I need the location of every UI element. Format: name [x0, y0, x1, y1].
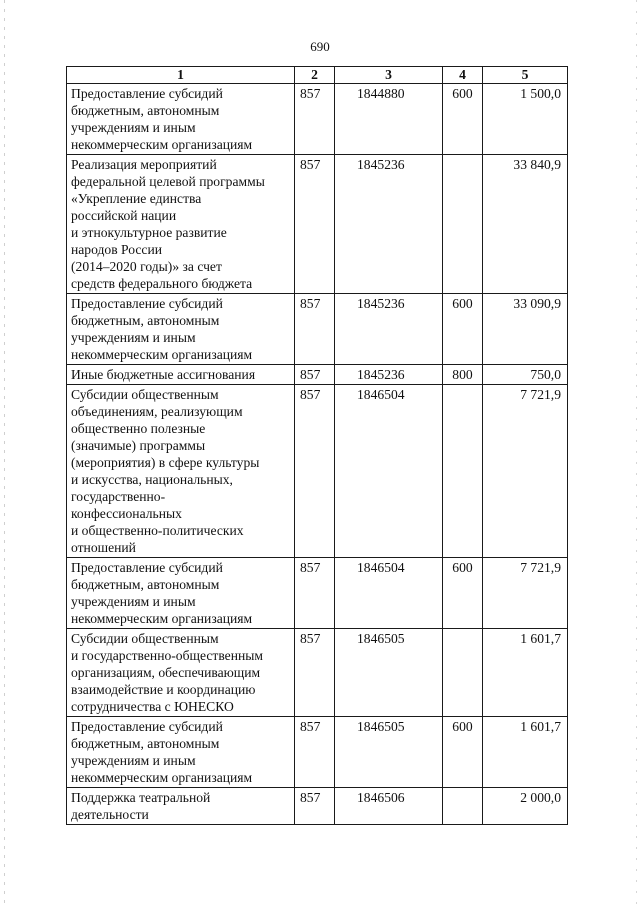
- header-col-3: 3: [335, 67, 443, 84]
- row-expense-type: [443, 788, 483, 825]
- row-ministry-code: 857: [295, 629, 335, 717]
- row-description: Предоставление субсидий бюджетным, автономным учреждениям и иным некоммерческим организациям: [67, 84, 295, 155]
- row-expense-type: 600: [443, 717, 483, 788]
- row-expense-type: [443, 155, 483, 294]
- row-ministry-code: 857: [295, 365, 335, 385]
- row-target-article: 1846505: [335, 629, 443, 717]
- row-amount: 750,0: [483, 365, 568, 385]
- row-description: Предоставление субсидий бюджетным, автономным учреждениям и иным некоммерческим организациям: [67, 717, 295, 788]
- table-row: [67, 788, 568, 825]
- row-description: Предоставление субсидий бюджетным, автономным учреждениям и иным некоммерческим организациям: [67, 294, 295, 365]
- row-amount: 7 721,9: [483, 558, 568, 629]
- row-description: Субсидии общественным объединениям, реализующим общественно полезные (значимые) программы (мероприятия) в сфере культуры и искусства, национальных, государственно- конфессиональных и общественно-политических отношений: [67, 385, 295, 558]
- table-row: [67, 365, 568, 385]
- row-target-article: 1845236: [335, 294, 443, 365]
- table-row: [67, 84, 568, 155]
- budget-table: [66, 66, 568, 825]
- row-expense-type: 600: [443, 294, 483, 365]
- table-row: [67, 385, 568, 558]
- row-target-article: 1846505: [335, 717, 443, 788]
- row-expense-type: [443, 385, 483, 558]
- header-col-1: 1: [67, 67, 295, 84]
- table-row: [67, 558, 568, 629]
- table-header: [67, 67, 568, 84]
- row-amount: 33 840,9: [483, 155, 568, 294]
- table-row: [67, 155, 568, 294]
- row-ministry-code: 857: [295, 788, 335, 825]
- row-ministry-code: 857: [295, 294, 335, 365]
- row-description: Предоставление субсидий бюджетным, автономным учреждениям и иным некоммерческим организациям: [67, 558, 295, 629]
- row-target-article: 1845236: [335, 155, 443, 294]
- row-amount: 7 721,9: [483, 385, 568, 558]
- scan-edge-right: [636, 0, 637, 905]
- row-amount: 1 601,7: [483, 629, 568, 717]
- row-ministry-code: 857: [295, 558, 335, 629]
- row-amount: 2 000,0: [483, 788, 568, 825]
- row-ministry-code: 857: [295, 385, 335, 558]
- row-amount: 1 601,7: [483, 717, 568, 788]
- table-row: [67, 717, 568, 788]
- table-row: [67, 629, 568, 717]
- row-target-article: 1844880: [335, 84, 443, 155]
- row-target-article: 1845236: [335, 365, 443, 385]
- row-description: Поддержка театральной деятельности: [67, 788, 295, 825]
- row-amount: 1 500,0: [483, 84, 568, 155]
- header-col-2: 2: [295, 67, 335, 84]
- row-expense-type: 600: [443, 558, 483, 629]
- header-row: [67, 67, 568, 84]
- page-number: 690: [310, 39, 330, 54]
- header-col-4: 4: [443, 67, 483, 84]
- row-ministry-code: 857: [295, 84, 335, 155]
- header-col-5: 5: [483, 67, 568, 84]
- row-amount: 33 090,9: [483, 294, 568, 365]
- row-expense-type: 600: [443, 84, 483, 155]
- table-row: [67, 294, 568, 365]
- row-ministry-code: 857: [295, 717, 335, 788]
- row-target-article: 1846504: [335, 385, 443, 558]
- row-ministry-code: 857: [295, 155, 335, 294]
- row-expense-type: 800: [443, 365, 483, 385]
- row-description: Реализация мероприятий федеральной целевой программы «Укрепление единства российской нации и этнокультурное развитие народов России (2014–2020 годы)» за счет средств федерального бюджета: [67, 155, 295, 294]
- row-target-article: 1846504: [335, 558, 443, 629]
- row-target-article: 1846506: [335, 788, 443, 825]
- row-description: Иные бюджетные ассигнования: [67, 365, 295, 385]
- row-expense-type: [443, 629, 483, 717]
- row-description: Субсидии общественным и государственно-общественным организациям, обеспечивающим взаимодействие и координацию сотрудничества с ЮНЕСКО: [67, 629, 295, 717]
- scan-edge-left: [4, 0, 5, 905]
- table-body: [67, 84, 568, 825]
